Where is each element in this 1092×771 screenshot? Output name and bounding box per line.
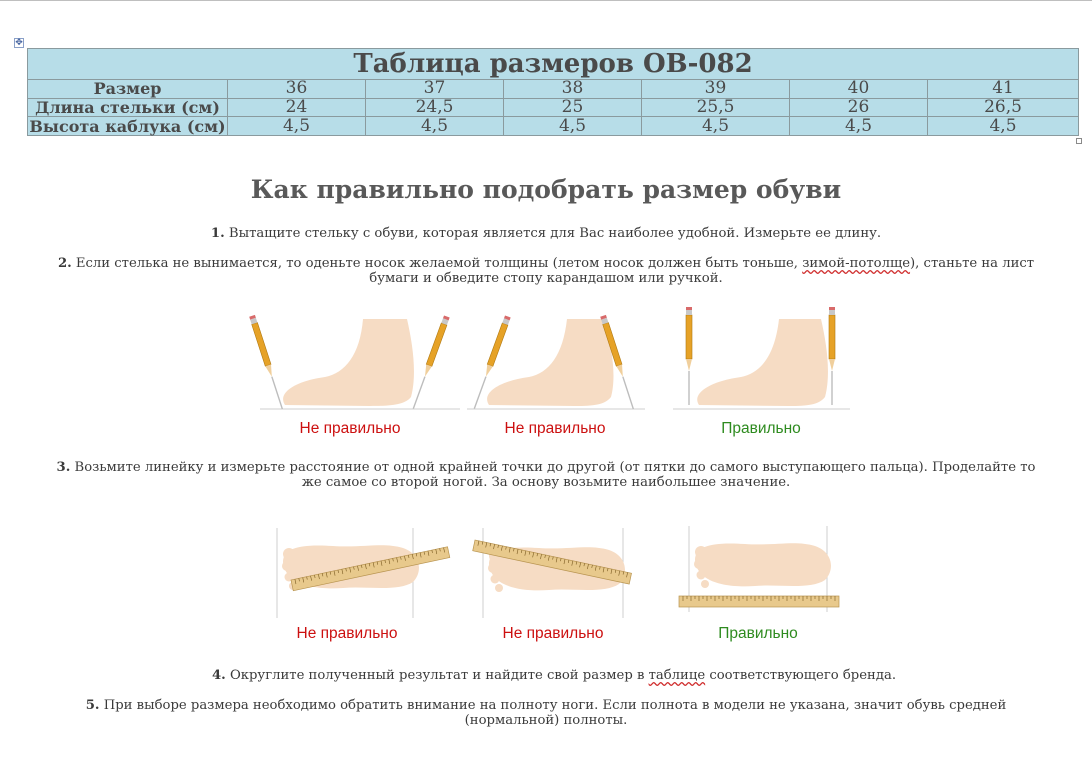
page-top-border [0,0,1092,1]
pencil-icon [411,315,450,409]
step-3 [20,460,1072,490]
ruler-icon [679,596,839,607]
pencil-caption-3: Правильно [721,420,801,437]
ruler-figure-3 [679,526,839,612]
step-4-text-c: соответствующего бренда. [705,668,897,683]
foot-figure-3 [673,307,850,409]
table-cell: 26 [790,98,928,117]
foot-figure-1 [249,315,460,410]
table-resize-handle[interactable] [1076,138,1082,144]
table-row [28,117,1079,136]
table-cell: 41 [928,80,1079,99]
table-cell: 36 [228,80,366,99]
table-move-handle-icon[interactable]: ✥ [15,38,23,48]
table-cell: 25,5 [642,98,790,117]
step-3-text-b: же самое со второй ногой. За основу возьмите наибольшее значение. [301,475,791,490]
pencil-illustrations [245,305,855,415]
step-3-text-a: Возьмите линейку и измерьте расстояние от одной крайней точки до другой (от пятки до самого выступающего пальца). Проделайте то [74,460,1036,475]
table-cell: 4,5 [366,117,504,136]
pencil-caption-1: Не правильно [299,420,401,437]
table-cell: 24 [228,98,366,117]
ruler-figure-2 [473,528,632,618]
step-1-text: Вытащите стельку с обуви, которая является для Вас наиболее удобной. Измерьте ее длину. [228,226,882,241]
foot-figure-2 [467,315,645,410]
table-cell: 26,5 [928,98,1079,117]
step-5 [20,698,1072,728]
step-4-number: 4. [211,668,226,683]
step-2-text-c: ), станьте на лист [910,256,1035,271]
step-4 [0,668,1092,683]
row-label-heel-height: Высота каблука (см) [29,116,226,136]
table-cell: 25 [504,98,642,117]
page-heading: Как правильно подобрать размер обуви [250,175,842,204]
table-cell: 39 [642,80,790,99]
ruler-caption-3: Правильно [718,625,798,642]
pencil-caption-2: Не правильно [504,420,606,437]
table-cell: 37 [366,80,504,99]
table-cell: 4,5 [504,117,642,136]
table-cell: 4,5 [642,117,790,136]
ruler-caption-1: Не правильно [296,625,398,642]
step-5-text-b: (нормальной) полноты. [464,713,628,728]
table-cell: 4,5 [928,117,1079,136]
step-2-text-d: бумаги и обведите стопу карандашом или ручкой. [369,271,723,286]
table-row [28,80,1079,99]
step-1 [0,226,1092,241]
pencil-icon [829,307,835,405]
ruler-illustrations [265,520,850,620]
row-label-insole-length: Длина стельки (см) [28,98,228,117]
table-cell: 4,5 [228,117,366,136]
ruler-figure-1 [277,528,450,618]
step-3-number: 3. [56,460,71,475]
table-cell: 40 [790,80,928,99]
row-label-size: Размер [28,80,228,99]
step-4-spelling-flag: таблице [648,668,706,683]
size-table [27,48,1079,136]
step-4-text-a: Округлите полученный результат и найдите свой размер в [229,668,649,683]
size-table-title: Таблица размеров ОВ-082 [28,49,1079,80]
table-cell: 24,5 [366,98,504,117]
step-5-text-a: При выборе размера необходимо обратить внимание на полноту ноги. Если полнота в модели не указана, значит обувь средней [103,698,1007,713]
pencil-icon [249,315,285,410]
pencil-icon [686,307,692,405]
step-1-number: 1. [210,226,225,241]
table-cell: 38 [504,80,642,99]
step-2-text-a: Если стелька не вынимается, то оденьте носок желаемой толщины (летом носок должен быть тоньше, [75,256,803,271]
step-2-number: 2. [57,256,72,271]
table-cell: 4,5 [790,117,928,136]
step-2-spelling-flag: зимой-потолще [802,256,911,271]
ruler-caption-2: Не правильно [502,625,604,642]
step-5-number: 5. [85,698,100,713]
step-2 [20,256,1072,286]
table-row [28,98,1079,117]
